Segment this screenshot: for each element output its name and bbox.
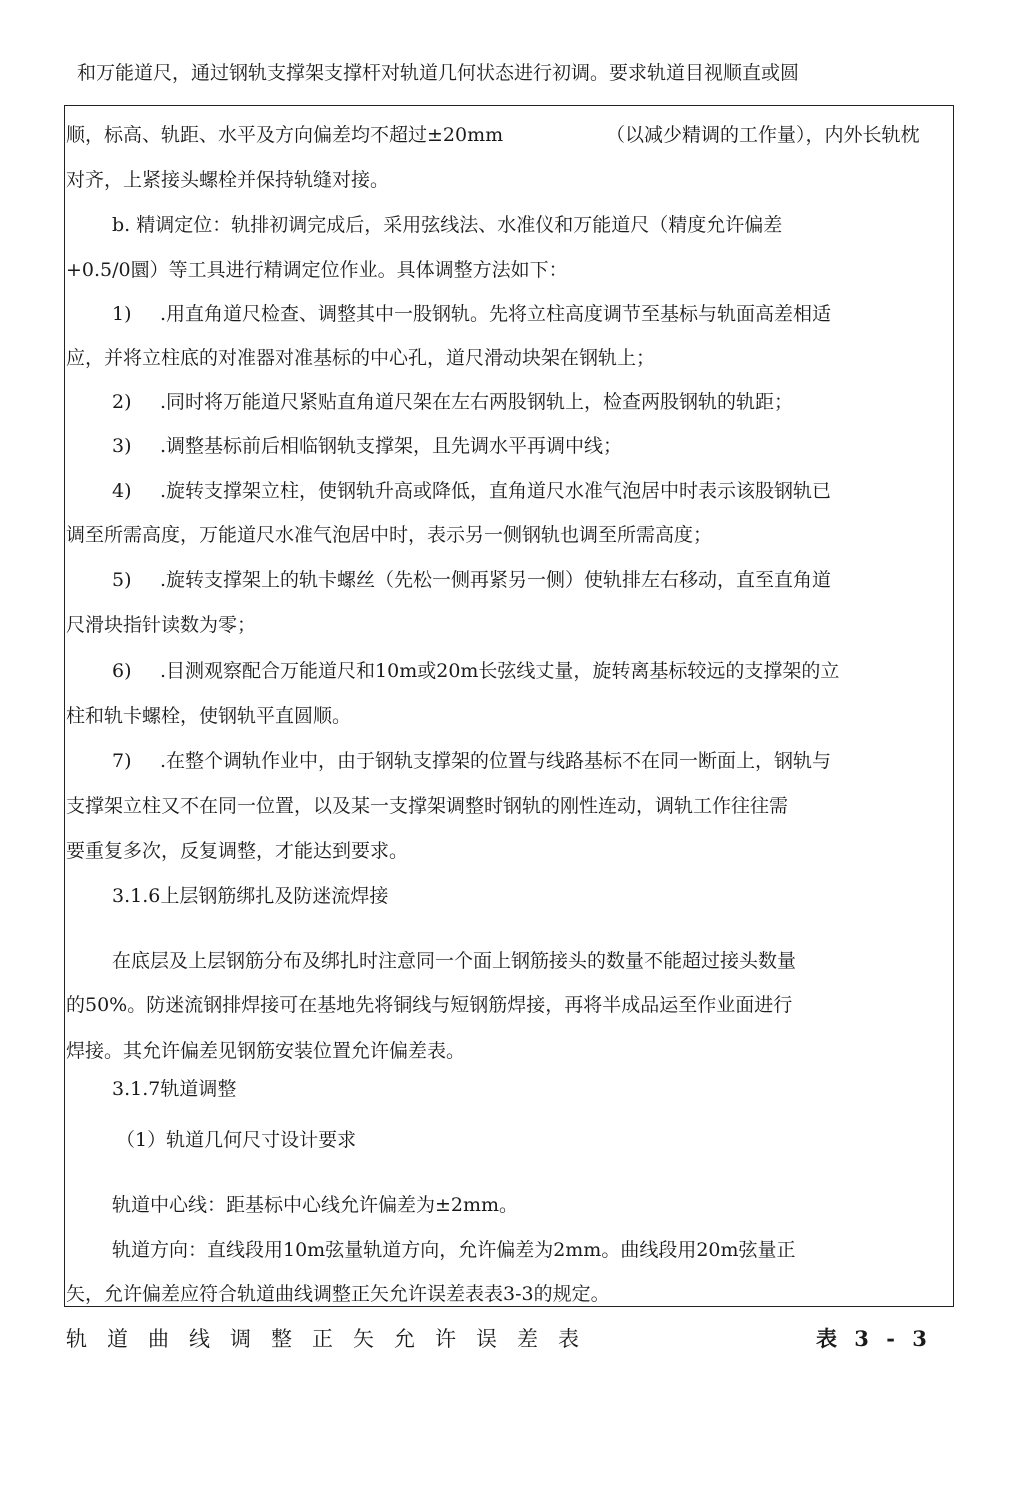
subsection-heading: （1）轨道几何尺寸设计要求 bbox=[116, 1129, 357, 1151]
table-caption-title: 轨道曲线调整正矢允许误差表 bbox=[66, 1327, 599, 1351]
paragraph-line: 轨道方向：直线段用10m弦量轨道方向，允许偏差为2mm。曲线段用20m弦量正 bbox=[112, 1239, 796, 1261]
section-heading: 3.1.6上层钢筋绑扎及防迷流焊接 bbox=[112, 885, 389, 907]
paragraph-line: 应，并将立柱底的对准器对准基标的中心孔，道尺滑动块架在钢轨上； bbox=[66, 347, 656, 369]
paragraph-line: 顺，标高、轨距、水平及方向偏差均不超过±20mm bbox=[66, 124, 504, 146]
paragraph-line: 矢，允许偏差应符合轨道曲线调整正矢允许误差表表3-3的规定。 bbox=[66, 1283, 610, 1305]
list-item-text: .旋转支撑架立柱，使钢轨升高或降低，直角道尺水准气泡居中时表示该股钢轨已 bbox=[160, 480, 832, 502]
list-number: 1) bbox=[112, 303, 132, 325]
paragraph-line: （以减少精调的工作量），内外长轨枕 bbox=[606, 124, 920, 146]
paragraph-line: 轨道中心线：距基标中心线允许偏差为±2mm。 bbox=[112, 1194, 519, 1216]
paragraph-line: 焊接。其允许偏差见钢筋安装位置允许偏差表。 bbox=[66, 1040, 466, 1062]
paragraph-line: 尺滑块指针读数为零； bbox=[66, 614, 257, 636]
paragraph-line: 支撑架立柱又不在同一位置，以及某一支撑架调整时钢轨的刚性连动，调轨工作往往需 bbox=[66, 795, 789, 817]
list-number: 2) bbox=[112, 391, 132, 413]
list-item-text: .用直角道尺检查、调整其中一股钢轨。先将立柱高度调节至基标与轨面高差相适 bbox=[160, 303, 832, 325]
pre-box-text-line: 和万能道尺，通过钢轨支撑架支撑杆对轨道几何状态进行初调。要求轨道目视顺直或圆 bbox=[77, 62, 800, 84]
paragraph-line: 的50%。防迷流钢排焊接可在基地先将铜线与短钢筋焊接，再将半成品运至作业面进行 bbox=[66, 994, 793, 1016]
list-item-text: .旋转支撑架上的轨卡螺丝（先松一侧再紧另一侧）使轨排左右移动，直至直角道 bbox=[160, 569, 832, 591]
paragraph-line: b. 精调定位：轨排初调完成后，采用弦线法、水准仪和万能道尺（精度允许偏差 bbox=[112, 214, 783, 236]
paragraph-line: 柱和轨卡螺栓，使钢轨平直圆顺。 bbox=[66, 705, 352, 727]
list-item-text: .同时将万能道尺紧贴直角道尺架在左右两股钢轨上，检查两股钢轨的轨距； bbox=[160, 391, 794, 413]
list-number: 4) bbox=[112, 480, 132, 502]
list-item-text: .目测观察配合万能道尺和10m或20m长弦线丈量，旋转离基标较远的支撑架的立 bbox=[160, 660, 840, 682]
paragraph-line: +0.5/0圜）等工具进行精调定位作业。具体调整方法如下： bbox=[66, 259, 568, 281]
paragraph-line: 调至所需高度，万能道尺水准气泡居中时，表示另一侧钢轨也调至所需高度； bbox=[66, 524, 713, 546]
list-number: 5) bbox=[112, 569, 132, 591]
list-number: 6) bbox=[112, 660, 132, 682]
list-number: 7) bbox=[112, 750, 132, 772]
list-item-text: .在整个调轨作业中，由于钢轨支撑架的位置与线路基标不在同一断面上，钢轨与 bbox=[160, 750, 832, 772]
table-caption-number: 表 3 - 3 bbox=[816, 1326, 927, 1351]
list-number: 3) bbox=[112, 435, 132, 457]
paragraph-line: 要重复多次，反复调整，才能达到要求。 bbox=[66, 840, 409, 862]
paragraph-line: 在底层及上层钢筋分布及绑扎时注意同一个面上钢筋接头的数量不能超过接头数量 bbox=[112, 950, 797, 972]
paragraph-line: 对齐，上紧接头螺栓并保持轨缝对接。 bbox=[66, 169, 390, 191]
section-heading: 3.1.7轨道调整 bbox=[112, 1078, 237, 1100]
list-item-text: .调整基标前后相临钢轨支撑架，且先调水平再调中线； bbox=[160, 435, 623, 457]
